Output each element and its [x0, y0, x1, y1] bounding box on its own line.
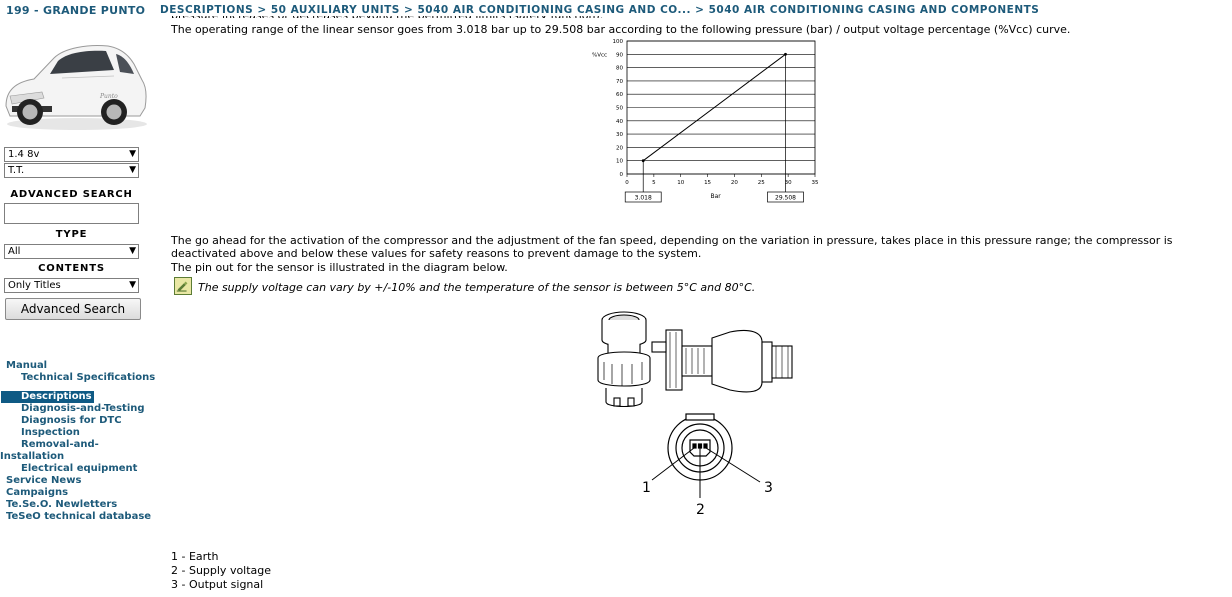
go-ahead-text-line2: deactivated above and below these values for safety reasons to prevent damage to the system. — [171, 247, 702, 260]
sidebar — [0, 0, 156, 597]
breadcrumb-separator: > — [404, 4, 414, 16]
y-tick-label: 80 — [616, 65, 623, 72]
y-tick-label: 10 — [616, 158, 623, 165]
note-icon — [174, 277, 192, 295]
breadcrumb — [160, 4, 1039, 16]
breadcrumb-separator: > — [257, 4, 267, 16]
pin-2-legend: 2 - Supply voltage — [171, 564, 272, 577]
contents-heading: CONTENTS — [38, 263, 105, 274]
advanced-search-button[interactable]: Advanced Search — [5, 298, 141, 320]
y-tick-label: 0 — [619, 172, 623, 178]
x-tick-label: 10 — [677, 180, 685, 186]
y-tick-label: 20 — [616, 145, 623, 152]
type-select[interactable]: All ▼ — [4, 244, 139, 259]
x-tick-label: 30 — [784, 180, 792, 186]
nav-electrical-equipment[interactable]: Electrical equipment — [21, 463, 138, 474]
nav-manual[interactable]: Manual — [6, 360, 48, 371]
chevron-down-icon: ▼ — [129, 165, 136, 175]
operating-range-text: The operating range of the linear sensor goes from 3.018 bar up to 29.508 bar according to the following pressure (bar) / output voltage percentage (%Vcc) curve. — [171, 23, 1071, 36]
pressure-voltage-chart — [591, 36, 826, 208]
x-tick-label: 5 — [652, 180, 656, 186]
marker-value-label: 3.018 — [634, 194, 652, 202]
breadcrumb-ac-casing-truncated[interactable]: 5040 AIR CONDITIONING CASING AND CO... — [417, 4, 691, 16]
breadcrumb-descriptions[interactable]: DESCRIPTIONS — [160, 4, 254, 16]
y-tick-label: 50 — [616, 105, 623, 112]
sensor-front-view — [652, 330, 792, 392]
x-tick-label: 35 — [811, 180, 819, 186]
pin-1-label: 1 — [642, 480, 651, 496]
sensor-pinout-diagram — [590, 302, 810, 524]
pin-1-legend: 1 - Earth — [171, 550, 219, 563]
nav-technical-specifications[interactable]: Technical Specifications — [21, 372, 156, 383]
nav-newsletters[interactable]: Te.Se.O. Newletters — [6, 499, 118, 510]
x-tick-label: 15 — [704, 180, 712, 186]
nav-teseo-database[interactable]: TeSeO technical database — [6, 511, 152, 522]
pin-2-label: 2 — [696, 502, 705, 518]
chevron-down-icon: ▼ — [129, 246, 136, 256]
y-tick-label: 100 — [612, 39, 623, 45]
marker-value-label: 29.508 — [775, 194, 797, 202]
chevron-down-icon: ▼ — [129, 280, 136, 290]
y-tick-label: 60 — [616, 92, 623, 99]
breadcrumb-separator: > — [695, 4, 705, 16]
model-title: 199 - GRANDE PUNTO — [6, 4, 146, 17]
nav-diagnosis-and-testing[interactable]: Diagnosis-and-Testing — [21, 403, 145, 414]
breadcrumb-auxiliary-units[interactable]: 50 AUXILIARY UNITS — [270, 4, 400, 16]
pin-3-label: 3 — [764, 480, 773, 496]
nav-diagnosis-for-dtc[interactable]: Diagnosis for DTC — [21, 415, 122, 426]
car-image — [2, 24, 148, 134]
sensor-side-view — [598, 312, 650, 407]
pin-3-legend: 3 - Output signal — [171, 578, 264, 591]
pin-out-text: The pin out for the sensor is illustrated in the diagram below. — [171, 261, 508, 274]
x-axis-label: Bar — [710, 193, 721, 200]
y-tick-label: 90 — [616, 52, 623, 59]
engine-select[interactable]: 1.4 8v ▼ — [4, 147, 139, 162]
nav-campaigns[interactable]: Campaigns — [6, 487, 69, 498]
nav-service-news[interactable]: Service News — [6, 475, 82, 486]
type-heading: TYPE — [55, 229, 88, 240]
chevron-down-icon: ▼ — [129, 149, 136, 159]
x-tick-label: 0 — [625, 180, 629, 186]
nav-inspection[interactable]: Inspection — [21, 427, 80, 438]
nav-descriptions[interactable]: Descriptions — [1, 391, 94, 403]
breadcrumb-ac-casing-current: 5040 AIR CONDITIONING CASING AND COMPONENTS — [708, 4, 1040, 16]
contents-select[interactable]: Only Titles ▼ — [4, 278, 139, 293]
y-axis-label: %Vcc — [592, 52, 608, 59]
svg-text:Punto: Punto — [100, 93, 118, 100]
x-tick-label: 20 — [730, 180, 738, 186]
y-tick-label: 40 — [616, 118, 623, 125]
nav-tree — [0, 360, 156, 523]
variant-select[interactable]: T.T. ▼ — [4, 163, 139, 178]
x-tick-label: 25 — [757, 180, 765, 186]
advanced-search-heading: ADVANCED SEARCH — [10, 189, 133, 200]
note-text: The supply voltage can vary by +/-10% and the temperature of the sensor is between 5°C and 80°C. — [198, 281, 756, 294]
y-tick-label: 30 — [616, 132, 623, 139]
search-input[interactable] — [4, 203, 139, 224]
y-tick-label: 70 — [616, 78, 623, 85]
nav-removal-and-installation[interactable]: Removal-and- Installation — [0, 439, 99, 462]
go-ahead-text-line1: The go ahead for the activation of the compressor and the adjustment of the fan speed, depending on the variation in pressure, takes place in this pressure range; the compressor is — [171, 234, 1173, 247]
